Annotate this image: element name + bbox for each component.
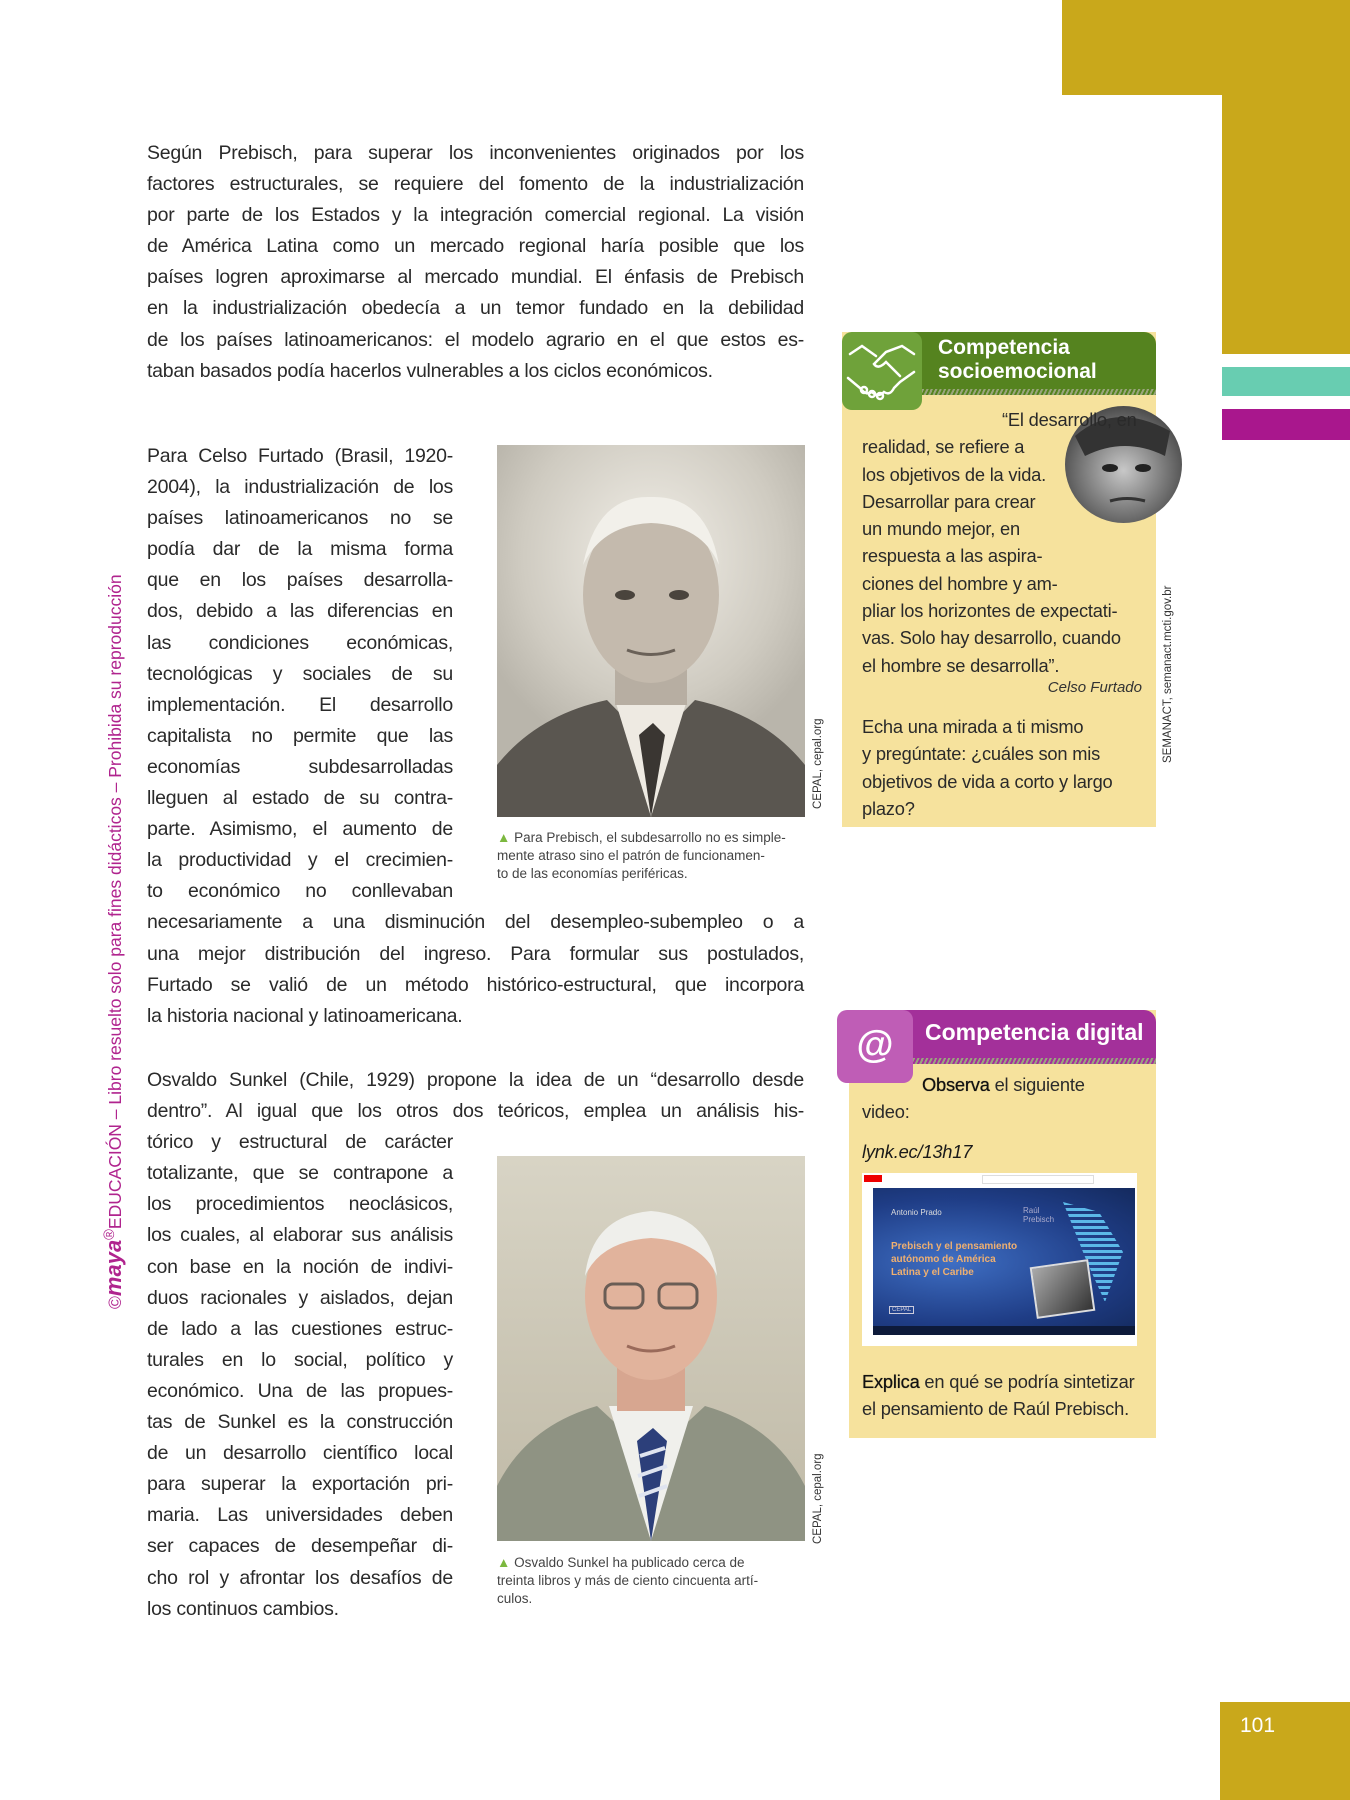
youtube-logo-icon [864,1175,882,1182]
caption-line: treinta libros y más de ciento cincuenta artí- [497,1573,759,1588]
observe-text [922,1071,1085,1098]
caption-prebisch [497,829,807,883]
reflection-question [862,713,1113,822]
text-line: plazo? [862,797,915,819]
text-line: los cuales, al elaborar sus análisis [147,1224,453,1247]
text-line: un mundo mejor, en [862,518,1020,540]
text-line: los continuos cambios. [147,1597,339,1620]
triangle-icon: ▲ [497,1555,511,1570]
player-controls[interactable] [873,1326,1135,1335]
text-line: Echa una mirada a ti mismo [862,716,1084,737]
video-title-line: Latina y el Caribe [891,1267,974,1278]
photo-raul-prebisch [497,445,805,817]
text-line: realidad, se refiere a [862,436,1025,458]
text-line: Desarrollar para crear [862,490,1036,512]
text-line: para superar la exportación pri- [147,1473,453,1496]
text-line: factores estructurales, se requiere del fomento de la industrialización [147,173,804,196]
caption-line: Para Prebisch, el subdesarrollo no es simple- [514,830,786,845]
text-line: ciones del hombre y am- [862,572,1058,594]
paragraph-prebisch [147,138,804,387]
text-line: países logren aproximarse al mercado mundial. El énfasis de Prebisch [147,266,804,289]
text-line: de lado a las cuestiones estruc- [147,1317,453,1340]
text-line: cho rol y afrontar los desafíos de [147,1566,453,1589]
at-sign-icon: @ [837,1010,913,1083]
video-side-title [1023,1206,1054,1224]
text-line: objetivos de vida a corto y largo [862,770,1113,792]
side-title-line: Raúl [1023,1206,1040,1215]
furtado-quote [862,406,1137,679]
text-line: necesariamente a una disminución del desempleo-subempleo o a [147,911,804,934]
video-thumbnail[interactable] [862,1173,1137,1346]
text-line: Furtado se valió de un método histórico-estructural, que incorpora [147,973,804,996]
decorative-teal-tab [1222,367,1350,396]
decorative-magenta-tab [1222,409,1350,440]
text-line: dos, debido a las diferencias en [147,600,453,623]
text-line: tas de Sunkel es la construcción [147,1411,453,1434]
text-line: to económico no conllevaban [147,880,453,903]
caption-line: mente atraso sino el patrón de funcionamen- [497,848,765,863]
search-bar [982,1175,1094,1184]
photo-credit-furtado: SEMANACT, semanact.mcti.gov.br [1162,585,1174,763]
text-line: duos racionales y aislados, dejan [147,1286,453,1309]
video-title-line: autónomo de América [891,1254,996,1265]
text-line: la historia nacional y latinoamericana. [147,1004,463,1027]
socioemotional-title [938,336,1097,384]
text-line: “El desarrollo, en [1002,409,1137,430]
text-line: respuesta a las aspira- [862,545,1043,567]
decorative-gold-column [1222,0,1350,354]
text-line: que en los países desarrolla- [147,569,453,592]
video-player[interactable] [873,1188,1135,1335]
explain-rest: en qué se podría sintetizar [919,1371,1135,1392]
caption-line: to de las economías periféricas. [497,866,688,881]
text-line: y pregúntate: ¿cuáles son mis [862,743,1101,765]
title-line: socioemocional [938,360,1097,383]
caption-sunkel [497,1554,807,1608]
text-line: Osvaldo Sunkel (Chile, 1929) propone la idea de un “desarrollo desde [147,1069,804,1091]
photo-osvaldo-sunkel [497,1156,805,1541]
text-line: implementación. El desarrollo [147,693,453,716]
quote-author: Celso Furtado [1047,679,1142,696]
explain-bold: Explica [862,1371,920,1392]
text-line: totalizante, que se contrapone a [147,1162,453,1185]
observe-bold: Observa [922,1074,990,1095]
text-line: parte. Asimismo, el aumento de [147,818,453,841]
text-line: ser capaces de desempeñar di- [147,1535,453,1558]
text-line: una mejor distribución del ingreso. Para formular sus postulados, [147,942,804,965]
text-line: la productividad y el crecimien- [147,849,453,872]
text-line: por parte de los Estados y la integración comercial regional. La visión [147,204,804,227]
copyright-symbol: © [105,1296,125,1309]
observe-rest: el siguiente [989,1074,1085,1095]
registered-symbol: ® [102,1229,119,1240]
text-line: los objetivos de la vida. [862,463,1047,485]
text-line: tórico y estructural de carácter [147,1131,453,1154]
header-hatch [922,389,1156,395]
photo-credit-sunkel: CEPAL, cepal.org [812,1453,824,1544]
digital-title: Competencia digital [925,1019,1144,1045]
handshake-icon [842,332,922,410]
text-line: turales en lo social, político y [147,1348,453,1371]
title-line: Competencia [938,336,1070,359]
explain-text [862,1368,1134,1395]
side-title-line: Prebisch [1023,1215,1055,1224]
text-line: de un desarrollo científico local [147,1442,453,1465]
header-hatch [913,1058,1156,1064]
video-title [891,1240,1017,1279]
caption-line: Osvaldo Sunkel ha publicado cerca de [514,1555,745,1570]
video-speaker: Antonio Prado [891,1208,942,1217]
text-line: maria. Las universidades deben [147,1504,453,1527]
copyright-watermark [101,488,127,1309]
explain-line2: el pensamiento de Raúl Prebisch. [862,1398,1129,1419]
text-line: los procedimientos neoclásicos, [147,1193,453,1216]
text-line: las condiciones económicas, [147,631,453,654]
text-line: de América Latina como un mercado regional haría posible que los [147,235,804,258]
page-number: 101 [1240,1714,1276,1737]
brand-logo: maya [101,1239,126,1297]
text-line: el hombre se desarrolla”. [862,654,1060,676]
text-line: con base en la noción de indivi- [147,1255,453,1278]
photo-credit-prebisch: CEPAL, cepal.org [812,718,824,809]
text-line: 2004), la industrialización de los [147,476,453,499]
text-line: capitalista no permite que las [147,724,453,747]
text-line: lleguen al estado de su contra- [147,787,453,810]
text-line: pliar los horizontes de expectati- [862,600,1118,622]
watermark-text: EDUCACIÓN – Libro resuelto solo para fines didácticos – Prohibida su reproducción [105,574,125,1230]
text-line: Para Celso Furtado (Brasil, 1920- [147,445,453,467]
text-line: economías subdesarrolladas [147,755,453,778]
triangle-icon: ▲ [497,830,511,845]
text-line: de los países latinoamericanos: el modelo agrario en el que estos es- [147,328,804,351]
text-line: dentro”. Al igual que los otros dos teóricos, emplea un análisis his- [147,1100,804,1123]
text-line: taban basados podía hacerlos vulnerables a los ciclos económicos. [147,359,713,382]
text-line: económico. Una de las propues- [147,1379,453,1402]
text-line: en la industrialización obedecía a un temor fundado en la debilidad [147,297,804,320]
text-line: podía dar de la misma forma [147,538,453,561]
caption-line: culos. [497,1591,533,1606]
cepal-logo: CEPAL [889,1306,914,1314]
text-line: países latinoamericanos no se [147,507,453,530]
video-photo [1030,1259,1096,1319]
text-line: vas. Solo hay desarrollo, cuando [862,627,1121,649]
video-title-line: Prebisch y el pensamiento [891,1241,1018,1252]
video-link[interactable]: lynk.ec/13h17 [862,1141,973,1162]
text-line: Según Prebisch, para superar los inconvenientes originados por los [147,142,804,164]
observe-line2: video: [862,1101,910,1122]
text-line: tecnológicas y sociales de su [147,662,453,685]
